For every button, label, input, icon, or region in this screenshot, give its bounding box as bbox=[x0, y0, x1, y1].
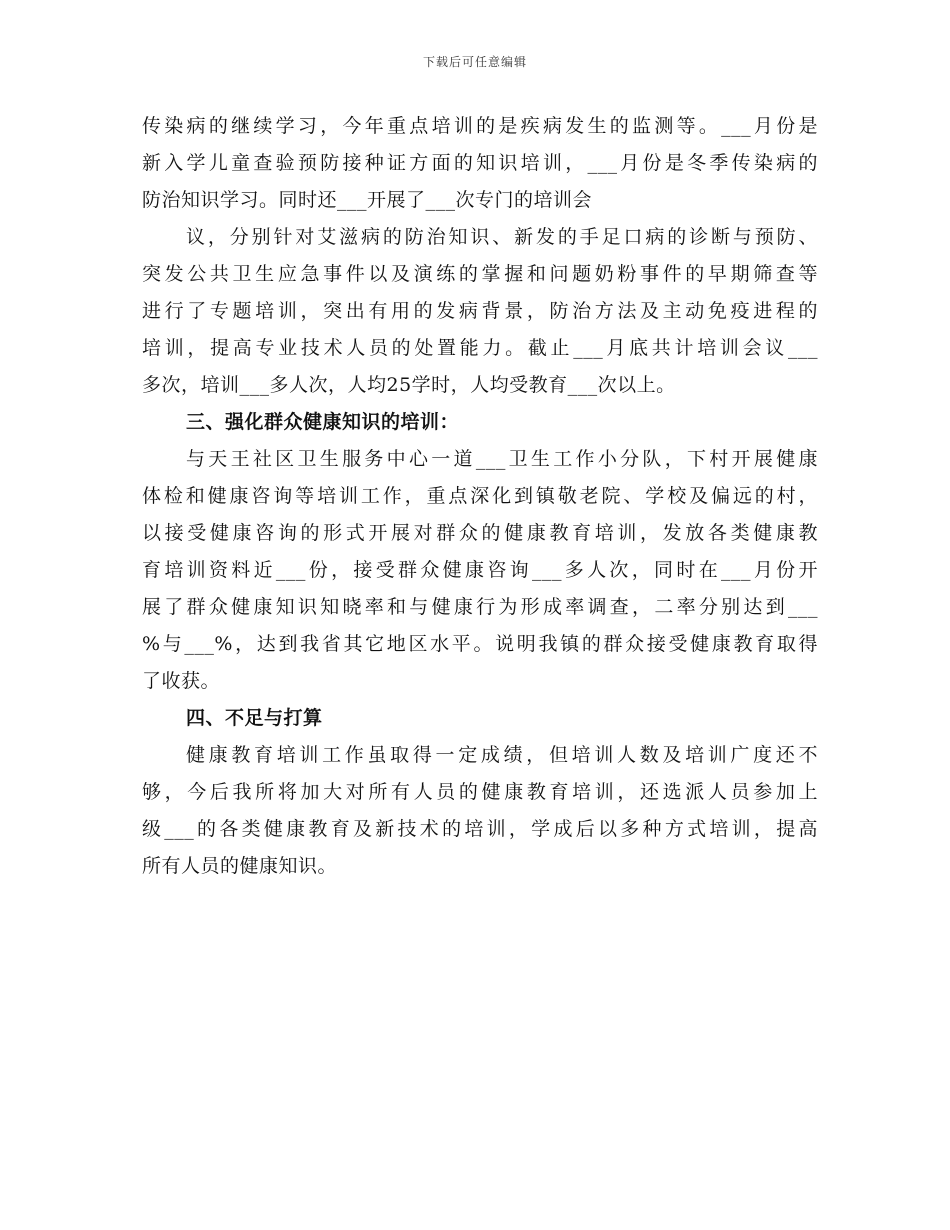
paragraph-line: 新入学儿童查验预防接种证方面的知识培训，___月份是冬季传染病的 bbox=[142, 152, 818, 174]
paragraph-line: 传染病的继续学习，今年重点培训的是疾病发生的监测等。___月份是 bbox=[142, 115, 818, 137]
paragraph-line: 健康教育培训工作虽取得一定成绩，但培训人数及培训广度还不 bbox=[186, 744, 818, 766]
paragraph-line: 体检和健康咨询等培训工作，重点深化到镇敬老院、学校及偏远的村， bbox=[142, 485, 818, 507]
paragraph-line: 议，分别针对艾滋病的防治知识、新发的手足口病的诊断与预防、 bbox=[186, 226, 818, 248]
paragraph-line: 育培训资料近___份，接受群众健康咨询___多人次，同时在___月份开 bbox=[142, 559, 818, 581]
paragraph-line: %与___%，达到我省其它地区水平。说明我镇的群众接受健康教育取得 bbox=[142, 633, 818, 655]
paragraph-line: 培训，提高专业技术人员的处置能力。截止___月底共计培训会议___ bbox=[142, 337, 818, 359]
document-body bbox=[142, 108, 818, 885]
page-header: 下载后可任意编辑 bbox=[422, 55, 527, 69]
paragraph-line: 与天王社区卫生服务中心一道___卫生工作小分队，下村开展健康 bbox=[186, 448, 818, 470]
paragraph-line: 突发公共卫生应急事件以及演练的掌握和问题奶粉事件的早期筛查等 bbox=[142, 263, 818, 285]
paragraph-line: 进行了专题培训，突出有用的发病背景，防治方法及主动免疫进程的 bbox=[142, 300, 818, 322]
section-heading: 四、不足与打算 bbox=[186, 707, 323, 729]
paragraph-line: 级___的各类健康教育及新技术的培训，学成后以多种方式培训，提高 bbox=[142, 818, 818, 840]
paragraph-line: 够，今后我所将加大对所有人员的健康教育培训，还选派人员参加上 bbox=[142, 781, 818, 803]
paragraph-line: 防治知识学习。同时还___开展了___次专门的培训会 bbox=[142, 189, 593, 211]
paragraph-line: 多次，培训___多人次，人均25学时，人均受教育___次以上。 bbox=[142, 374, 676, 396]
paragraph-line: 了收获。 bbox=[142, 670, 221, 692]
paragraph-line: 以接受健康咨询的形式开展对群众的健康教育培训，发放各类健康教 bbox=[142, 522, 818, 544]
section-heading: 三、强化群众健康知识的培训： bbox=[186, 411, 460, 433]
paragraph-line: 展了群众健康知识知晓率和与健康行为形成率调查，二率分别达到___ bbox=[142, 596, 818, 618]
paragraph-line: 所有人员的健康知识。 bbox=[142, 855, 338, 877]
